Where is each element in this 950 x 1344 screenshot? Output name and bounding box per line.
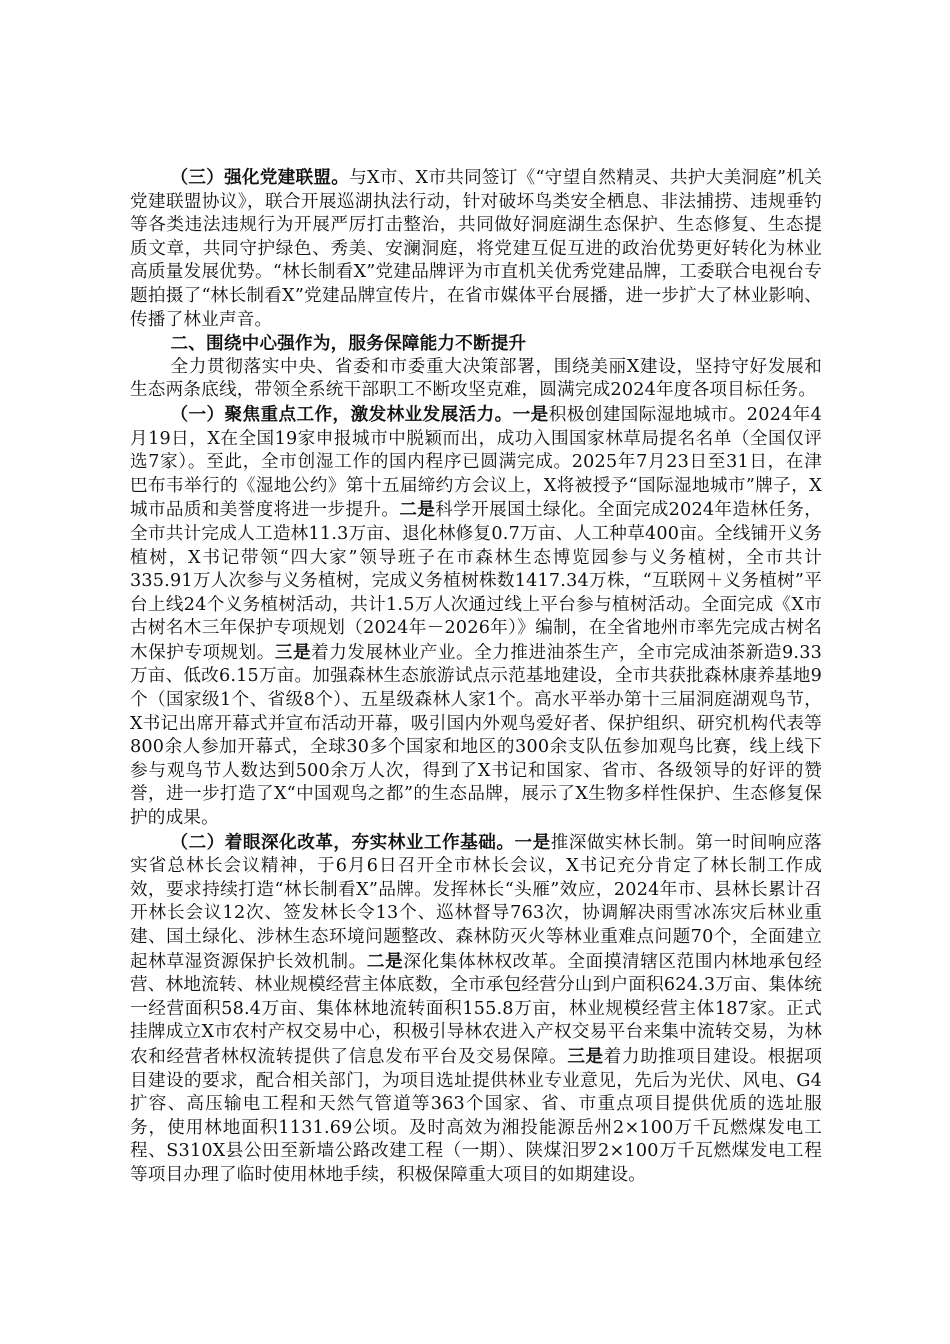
paragraph-text: 着力发展林业产业。全力推进油茶生产，全市完成油茶新造9.33万亩、低改6.15万亩。加强森林生态旅游试点示范基地建设，全市共获批森林康养基地9个（国家级1个、省级8个）、五星级森林人家1个。高水平举办第十三届洞庭湖观鸟节，X书记出席开幕式并宣布活动开幕，吸引国内外观鸟爱好者、保护组织、研究机构代表等800余人参加开幕式，全球30多个国家和地区的300余支队伍参加观鸟比赛，线上线下参与观鸟节人数达到500余万人次，得到了X书记和国家、省市、各级领导的好评的赞誉，进一步打造了X“中国观鸟之都”的生态品牌，展示了X生物多样性保护、生态修复保护的成果。: [130, 642, 822, 829]
section-heading: （二）着眼深化改革，夯实林业工作基础。: [170, 831, 515, 853]
lead-marker: 一是: [512, 403, 549, 425]
section-heading: （一）聚焦重点工作，激发林业发展活力。: [170, 403, 513, 425]
section-heading: （三）强化党建联盟。: [170, 167, 350, 188]
paragraph-intro: 全力贯彻落实中央、省委和市委重大决策部署，围绕美丽X建设，坚持守好发展和生态两条底线，带领全系统干部职工不断攻坚克难，圆满完成2024年度各项目标任务。: [130, 356, 822, 401]
paragraph-party-alliance: [130, 166, 822, 332]
lead-marker: 三是: [274, 641, 312, 663]
paragraph-reform: [130, 831, 822, 1188]
paragraph-text: 科学开展国土绿化。全面完成2024年造林任务，全市共计完成人工造林11.3万亩、退化林修复0.7万亩、人工种草400亩。全线铺开义务植树，X书记带领“四大家”领导班子在市森林生态博览园参与义务植树，全市共计335.91万人次参与义务植树，完成义务植树株数1417.34万株，“互联网＋义务植树”平台上线24个义务植树活动，共计1.5万人次通过线上平台参与植树活动。全面完成《X市古树名木三年保护专项规划（2024年－2026年）》编制，在全省地州市率先完成古树名木保护专项规划。: [130, 500, 822, 663]
lead-marker: 二是: [366, 950, 404, 972]
paragraph-key-work: [130, 403, 822, 831]
paragraph-text: 积极创建国际湿地城市。2024年4月19日，X在全国19家申报城市中脱颖而出，成功入围国家林草局提名名单（全国仅评选7家）。至此，全市创湿工作的国内程序已圆满完成。2025年7月23日至31日，在津巴布韦举行的《湿地公约》第十五届缔约方会议上，X将被授予“国际湿地城市”牌子，X城市品质和美誉度将进一步提升。: [130, 404, 822, 521]
paragraph-text: 推深做实林长制。第一时间响应落实省总林长会议精神，于6月6日召开全市林长会议，X书记充分肯定了林长制工作成效，要求持续打造“林长制看X”品牌。发挥林长“头雁”效应，2024年市、县林长累计召开林长会议12次、签发林长令13个、巡林督导763次，协调解决雨雪冰冻灾后林业重建、国土绿化、涉林生态环境问题整改、森林防灭火等林业重难点问题70个，全面建立起林草湿资源保护长效机制。: [130, 832, 822, 972]
paragraph-text: 与X市、X市共同签订《“守望自然精灵、共护大美洞庭”机关党建联盟协议》，联合开展巡湖执法行动，针对破坏鸟类安全栖息、非法捕捞、违规垂钓等各类违法违规行为开展严厉打击整治，共同做好洞庭湖生态保护、生态修复、生态提质文章，共同守护绿色、秀美、安澜洞庭，将党建互促互进的政治优势更好转化为林业高质量发展优势。“林长制看X”党建品牌评为市直机关优秀党建品牌，工委联合电视台专题拍摄了“林长制看X”党建品牌宣传片，在省市媒体平台展播，进一步扩大了林业影响、传播了林业声音。: [130, 168, 822, 330]
lead-marker: 一是: [514, 831, 551, 853]
lead-marker: 二是: [399, 499, 436, 521]
document-page: [130, 166, 822, 1188]
paragraph-text: 着力助推项目建设。根据项目建设的要求，配合相关部门，为项目选址提供林业专业意见，先后为光伏、风电、G4扩容、高压输电工程和天然气管道等363个国家、省、市重点项目提供优质的选址服务，使用林地面积1131.69公顷。及时高效为湘投能源岳州2×100万千瓦燃煤发电工程、S310X县公田至新墙公路改建工程（一期）、陕煤汨罗2×100万千瓦燃煤发电工程等项目办理了临时使用林地手续，积极保障重大项目的如期建设。: [130, 1046, 822, 1185]
lead-marker: 三是: [567, 1045, 604, 1067]
chapter-heading: 二、围绕中心强作为，服务保障能力不断提升: [170, 333, 527, 355]
paragraph-text: 深化集体林权改革。全面摸清辖区范围内林地承包经营、林地流转、林业规模经营主体底数，全市承包经营分山到户面积624.3万亩、集体统一经营面积58.4万亩、集体林地流转面积155.8万亩，林业规模经营主体187家。正式挂牌成立X市农村产权交易中心，积极引导林农进入产权交易平台来集中流转交易，为林农和经营者林权流转提供了信息发布平台及交易保障。: [130, 951, 823, 1067]
